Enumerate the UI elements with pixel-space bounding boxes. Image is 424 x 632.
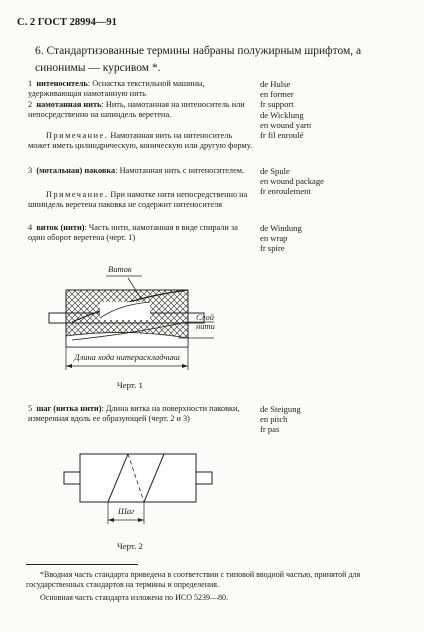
term-entry-2: 2 намотанная нить: Нить, намотанная на нитеноситель или непосредственно на шпиндель веретена. bbox=[28, 100, 245, 120]
term-name: виток (нити) bbox=[36, 223, 85, 232]
package-body bbox=[80, 454, 196, 502]
translations-3: de Spule en wound package fr enroulement bbox=[260, 166, 324, 197]
page-header: С. 2 ГОСТ 28994—91 bbox=[17, 17, 117, 28]
term-name: нитеноситель bbox=[36, 79, 88, 88]
term-name: намотанная нить bbox=[36, 100, 102, 109]
translations-5: de Steigung en pitch fr pas bbox=[260, 404, 301, 435]
figure-2-pitch-drawing bbox=[0, 440, 424, 550]
footnote-1: *Вводная часть стандарта приведена в соответствии с типовой вводной частью, принятой для государственных стандартов на термины и определения. bbox=[26, 570, 361, 590]
note-2: Примечание. При намотке нити непосредственно на шпиндель веретена паковка не содержит нитеносителя bbox=[28, 190, 248, 210]
translations-1-2: de Hulse en former fr support de Wicklung en wound yarn fr fil enroulé bbox=[260, 79, 312, 141]
term-entry-3: 3 (мотальная) паковка: Намотанная нить с нитеносителем. bbox=[28, 166, 245, 175]
figure-2-caption: Черт. 2 bbox=[117, 541, 143, 551]
label-pitch: Шаг bbox=[118, 506, 135, 516]
translations-4: de Windung en wrap fr spire bbox=[260, 223, 302, 254]
term-name: (мотальная) паковка bbox=[36, 166, 116, 175]
label-length: Длина хода нитераскладчика bbox=[74, 352, 180, 362]
term-entry-5: 5 шаг (витка нити): Длина витка на поверхности паковки, измеренная вдоль ее образующей (черт. 2 и 3) bbox=[28, 404, 240, 424]
figure-1-caption: Черт. 1 bbox=[117, 380, 143, 390]
note-1: Примечание. Намотанная нить на нитеноситель может иметь цилиндрическую, коническую или другую форму. bbox=[28, 131, 253, 151]
footnote-2: Основная часть стандарта изложена по ИСО 5239—80. bbox=[40, 593, 229, 602]
term-entry-1: 1 нитеноситель: Оснастка текстильной машины, удерживающая намотанную нить bbox=[28, 79, 205, 99]
term-name: шаг (витка нити) bbox=[36, 404, 102, 413]
label-layer: Слой нити bbox=[196, 312, 215, 331]
term-entry-4: 4 виток (нити): Часть нити, намотанная в виде спирали за один оборот веретена (черт. 1) bbox=[28, 223, 238, 243]
label-coil: Виток bbox=[108, 264, 132, 274]
footnote-divider bbox=[26, 564, 138, 565]
intro-paragraph: 6. Стандартизованные термины набраны полужирным шрифтом, а синонимы — курсивом *. bbox=[35, 45, 362, 74]
